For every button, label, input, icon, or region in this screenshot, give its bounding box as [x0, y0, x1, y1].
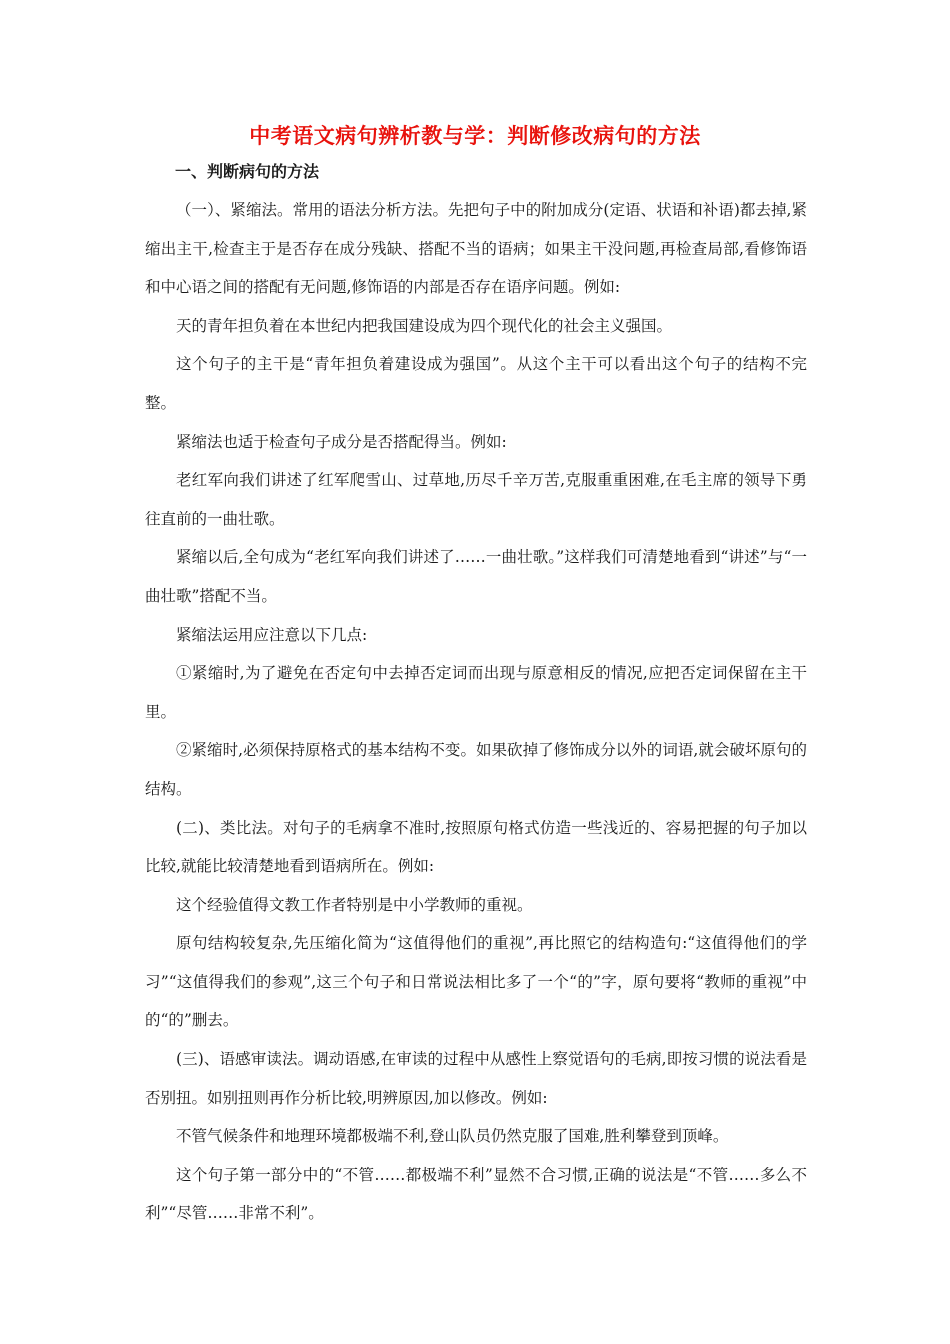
paragraph-example-2: 老红军向我们讲述了红军爬雪山、过草地,历尽千辛万苦,克服重重困难,在毛主席的领导下勇往直前的一曲壮歌。 — [145, 471, 807, 528]
paragraph-note-1: 紧缩法也适于检查句子成分是否搭配得当。例如: — [176, 432, 507, 451]
paragraph-analysis-1: 这个句子的主干是“青年担负着建设成为强国”。从这个主干可以看出这个句子的结构不完整。 — [145, 355, 807, 412]
paragraph-points-intro: 紧缩法运用应注意以下几点: — [176, 625, 368, 644]
paragraph-method-3-intro: (三)、语感审读法。调动语感,在审读的过程中从感性上察觉语句的毛病,即按习惯的说法看是否别扭。如别扭则再作分析比较,明辨原因,加以修改。例如: — [145, 1050, 807, 1107]
paragraph-analysis-3: 原句结构较复杂,先压缩化简为“这值得他们的重视”,再比照它的结构造句:“这值得他们的学习”“这值得我们的参观”,这三个句子和日常说法相比多了一个“的”字，原句要将“教师的重视”中的“的”删去。 — [145, 934, 807, 1030]
paragraph-point-2: ②紧缩时,必须保持原格式的基本结构不变。如果砍掉了修饰成分以外的词语,就会破坏原句的结构。 — [145, 741, 807, 798]
paragraph-analysis-4: 这个句子第一部分中的“不管……都极端不利”显然不合习惯,正确的说法是“不管……多么不利”“尽管……非常不利”。 — [145, 1165, 807, 1223]
paragraph-point-1: ①紧缩时,为了避免在否定句中去掉否定词而出现与原意相反的情况,应把否定词保留在主干里。 — [145, 664, 807, 721]
paragraph-example-1: 天的青年担负着在本世纪内把我国建设成为四个现代化的社会主义强国。 — [176, 316, 673, 335]
paragraph-example-4: 不管气候条件和地理环境都极端不利,登山队员仍然克服了国难,胜利攀登到顶峰。 — [176, 1127, 729, 1146]
paragraph-analysis-2: 紧缩以后,全句成为“老红军向我们讲述了……一曲壮歌。”这样我们可清楚地看到“讲述”与“一曲壮歌”搭配不当。 — [145, 548, 807, 605]
document-title: 中考语文病句辨析教与学：判断修改病句的方法 — [249, 123, 701, 148]
paragraph-method-2-intro: (二)、类比法。对句子的毛病拿不准时,按照原句格式仿造一些浅近的、容易把握的句子加以比较,就能比较清楚地看到语病所在。例如: — [145, 818, 807, 876]
document-body — [145, 191, 807, 1233]
section-heading: 一、判断病句的方法 — [175, 162, 320, 181]
paragraph-method-1-intro: （一）、紧缩法。常用的语法分析方法。先把句子中的附加成分(定语、状语和补语)都去掉,紧缩出主干,检查主于是否存在成分残缺、搭配不当的语病；如果主干没问题,再检查局部,看修饰语和中心语之间的搭配有无问题,修饰语的内部是否存在语序问题。例如: — [145, 201, 807, 297]
paragraph-example-3: 这个经验值得文教工作者特别是中小学教师的重视。 — [176, 895, 533, 914]
